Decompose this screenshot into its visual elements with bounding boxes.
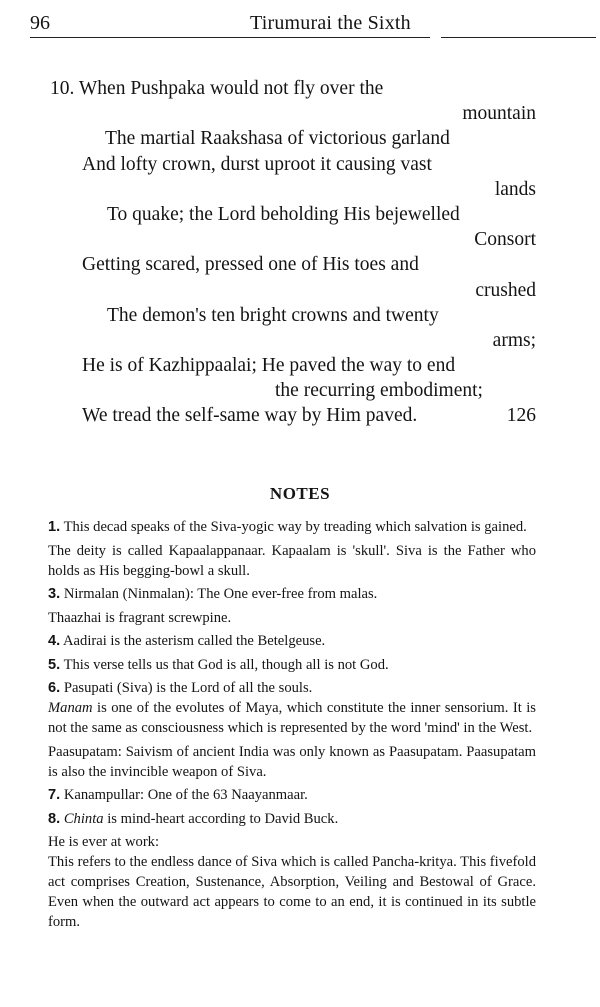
notes-heading: NOTES: [269, 484, 331, 503]
verse-line: The martial Raakshasa of victorious garland: [105, 128, 450, 150]
header-rule-left: [30, 37, 430, 38]
verse-line: Getting scared, pressed one of His toes and: [82, 254, 419, 276]
verse-line: the recurring embodiment;: [275, 380, 483, 402]
notes-section: [48, 517, 536, 936]
note-item: This refers to the endless dance of Siva which is called Pancha-kritya. This fivefold act comprises Creation, Sustenance, Absorption, Veiling and Bestowal of Grace. Even when the outward act appears to come to an end, it is continued in its subtle form.: [48, 854, 536, 930]
note-number: 5.: [48, 656, 61, 673]
note-number: 7.: [48, 787, 61, 803]
verse-10: [50, 76, 536, 429]
verse-line: We tread the self-same way by Him paved. 126: [50, 403, 536, 428]
note-item: 6. Pasupati (Siva) is the Lord of all the souls.: [48, 680, 313, 696]
note-item: Paasupatam: Saivism of ancient India was only known as Paasupatam. Paasupatam is also the invincible weapon of Siva.: [48, 743, 536, 780]
note-item: Manam is one of the evolutes of Maya, which constitute the inner sensorium. It is not the same as consciousness which is represented by the word 'mind' in the West.: [48, 700, 536, 736]
note-item: 8. Chinta is mind-heart according to David Buck.: [48, 810, 339, 827]
note-term: Manam: [48, 700, 93, 716]
note-term: Chinta: [63, 810, 104, 827]
note-item: 3. Nirmalan (Ninmalan): The One ever-free from malas.: [48, 586, 378, 602]
note-number: 1.: [48, 519, 61, 535]
note-item: 7. Kanampullar: One of the 63 Naayanmaar.: [48, 787, 308, 803]
header-rule-right: [441, 37, 596, 38]
note-item: 5. This verse tells us that God is all, though all is not God.: [48, 656, 389, 673]
note-number: 3.: [48, 586, 61, 602]
page-header: [30, 8, 596, 40]
note-item: Thaazhai is fragrant screwpine.: [48, 609, 232, 626]
verse-number: 10.: [50, 78, 75, 99]
note-item: He is ever at work:: [48, 834, 160, 850]
page-number: 96: [30, 12, 50, 34]
note-item: 4. Aadirai is the asterism called the Betelgeuse.: [48, 633, 326, 649]
note-number: 8.: [48, 810, 61, 827]
running-title: Tirumurai the Sixth: [250, 12, 411, 34]
verse-line: The demon's ten bright crowns and twenty: [107, 304, 439, 326]
note-number: 6.: [48, 680, 61, 696]
note-item: 1. This decad speaks of the Siva-yogic way by treading which salvation is gained.: [48, 519, 527, 535]
verse-line: mountain: [462, 103, 536, 125]
verse-line: lands: [494, 178, 536, 200]
verse-line: Consort: [474, 229, 536, 251]
verse-line: 10. When Pushpaka would not fly over the: [50, 78, 384, 99]
note-number: 4.: [48, 633, 61, 649]
verse-line: To quake; the Lord beholding His bejewelled: [107, 203, 460, 225]
verse-line: He is of Kazhippaalai; He paved the way to end: [82, 355, 456, 377]
verse-line: And lofty crown, durst uproot it causing vast: [82, 153, 432, 175]
verse-line: crushed: [475, 279, 536, 301]
note-item: The deity is called Kapaalappanaar. Kapaalam is 'skull'. Siva is the Father who holds as His begging-bowl a skull.: [48, 542, 536, 579]
verse-line: arms;: [492, 329, 536, 351]
hymn-number: 126: [506, 405, 536, 427]
